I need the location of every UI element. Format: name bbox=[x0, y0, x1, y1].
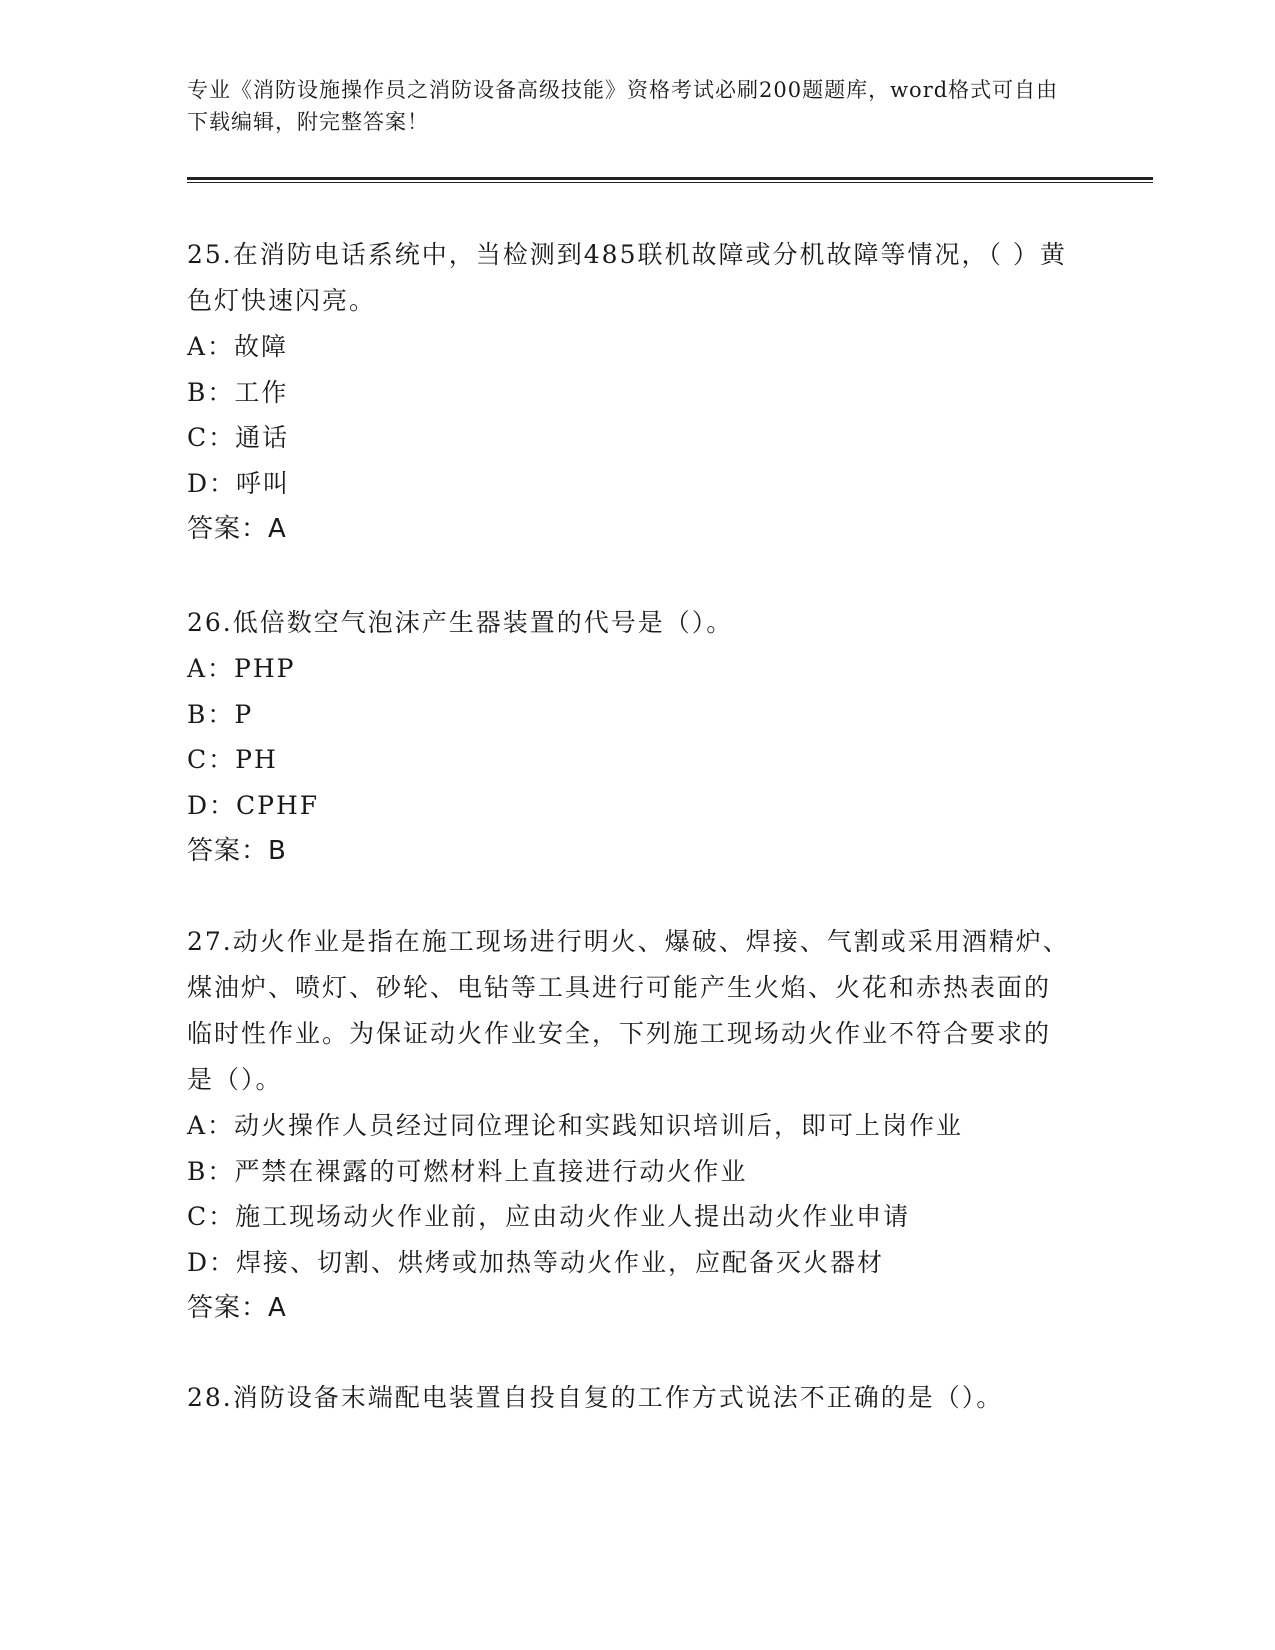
option-d: D：CPHF bbox=[187, 790, 320, 820]
answer-line: 答案：A bbox=[187, 1293, 287, 1323]
option-d: D：焊接、切割、烘烤或加热等动火作业，应配备灭火器材 bbox=[187, 1247, 885, 1277]
header-divider-thin bbox=[187, 182, 1153, 183]
question-stem: 28.消防设备末端配电装置自投自复的工作方式说法不正确的是（）。 bbox=[187, 1383, 1004, 1412]
question-stem: 27.动火作业是指在施工现场进行明火、爆破、焊接、气割或采用酒精炉、煤油炉、喷灯、砂轮、电钻等工具进行可能产生火焰、火花和赤热表面的临时性作业。为保证动火作业安全，下列施工现场动火作业不符合要求的是（）。 bbox=[187, 927, 1070, 1094]
option-b: B：工作 bbox=[187, 377, 289, 407]
question-28 bbox=[187, 1375, 1077, 1421]
option-c: C：PH bbox=[187, 745, 278, 774]
option-a: A：PHP bbox=[187, 654, 296, 683]
question-26 bbox=[187, 600, 1077, 874]
header-divider bbox=[187, 177, 1153, 180]
option-a: A：故障 bbox=[187, 332, 289, 361]
question-stem: 25.在消防电话系统中，当检测到485联机故障或分机故障等情况，（ ）黄色灯快速闪亮。 bbox=[187, 240, 1067, 315]
option-a: A：动火操作人员经过同位理论和实践知识培训后，即可上岗作业 bbox=[187, 1111, 964, 1140]
answer-line: 答案：B bbox=[187, 836, 287, 866]
question-27 bbox=[187, 919, 1077, 1331]
option-b: B：P bbox=[187, 699, 254, 729]
question-stem: 26.低倍数空气泡沫产生器装置的代号是（）。 bbox=[187, 608, 734, 637]
option-d: D：呼叫 bbox=[187, 468, 291, 498]
document-header: 专业《消防设施操作员之消防设备高级技能》资格考试必刷200题题库，word格式可自由下载编辑，附完整答案！ bbox=[187, 78, 1059, 134]
question-25 bbox=[187, 232, 1077, 552]
answer-line: 答案：A bbox=[187, 514, 287, 544]
option-c: C：施工现场动火作业前，应由动火作业人提出动火作业申请 bbox=[187, 1202, 911, 1231]
option-b: B：严禁在裸露的可燃材料上直接进行动火作业 bbox=[187, 1156, 748, 1186]
option-c: C：通话 bbox=[187, 423, 290, 452]
